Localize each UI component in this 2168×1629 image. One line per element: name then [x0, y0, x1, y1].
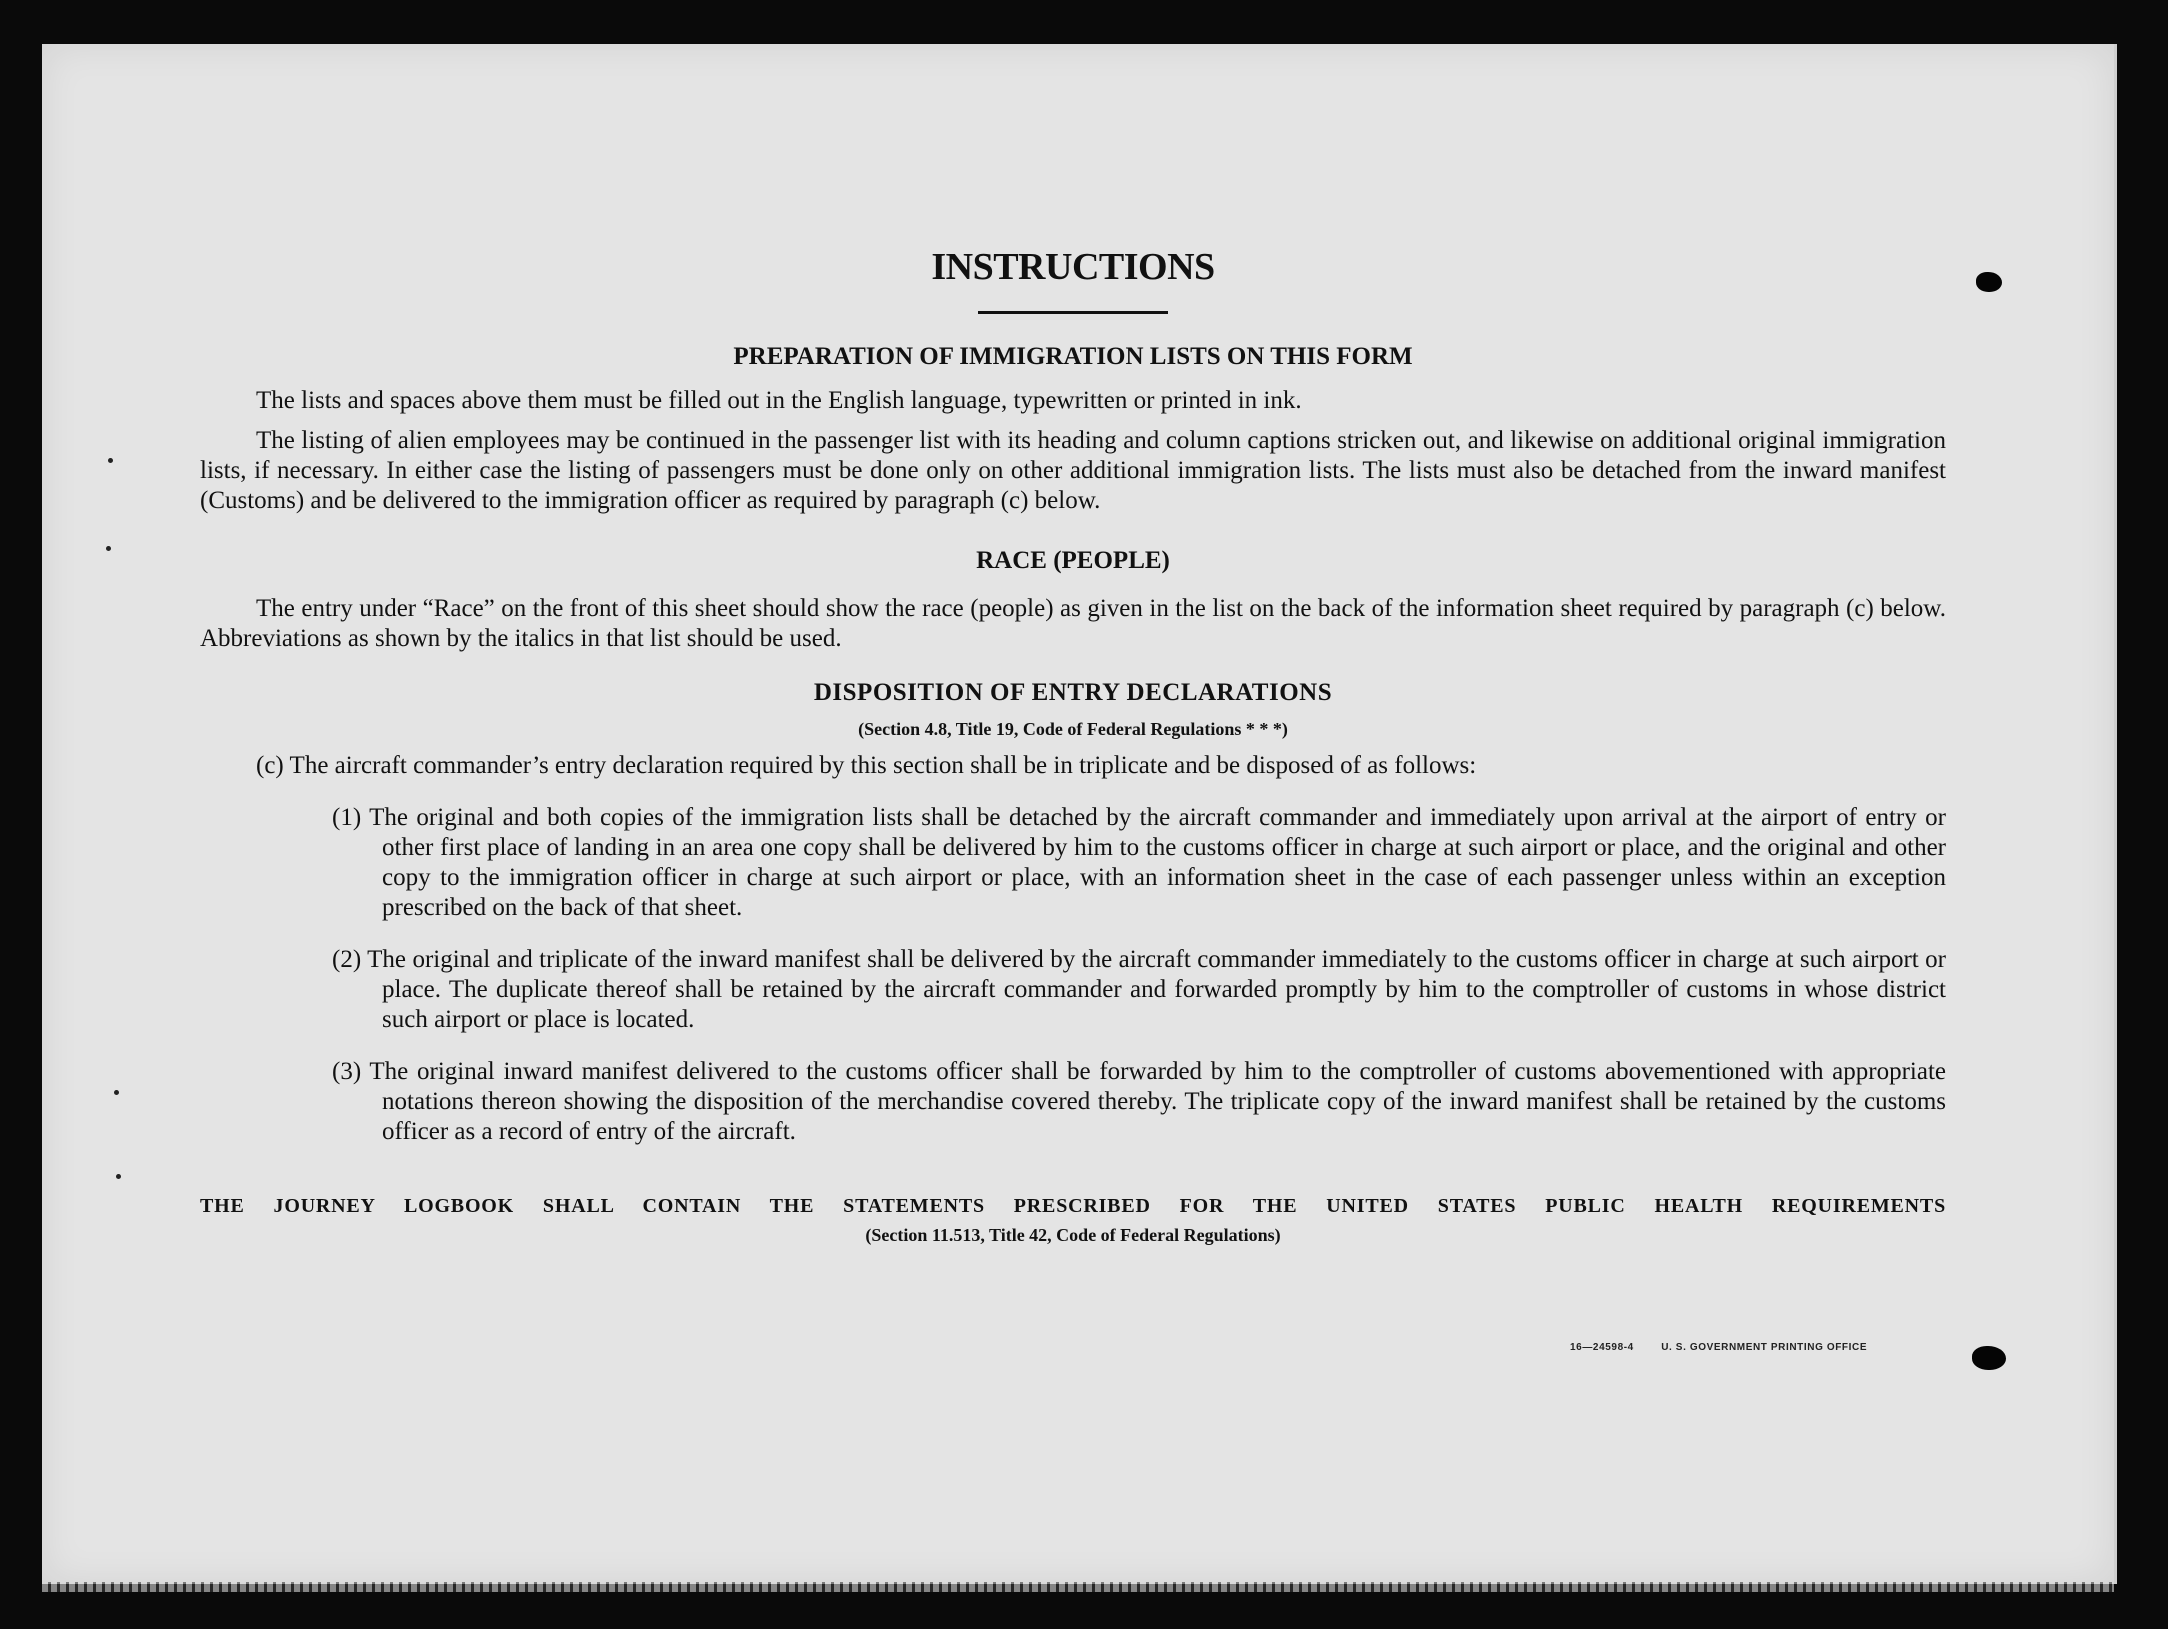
- title-underline: [978, 311, 1168, 314]
- preparation-paragraph-2: The listing of alien employees may be continued in the passenger list with its heading and column captions stricken out, and likewise on additional original immigration lists, if necessary. In either case the listing of passengers must be done only on other additional immigration lists. The lists must also be detached from the inward manifest (Customs) and be delivered to the immigration officer as required by paragraph (c) below.: [200, 427, 1946, 514]
- form-number: 16—24598-4: [1570, 1342, 1634, 1353]
- disposition-item-1: (1) The original and both copies of the immigration lists shall be detached by the aircraft commander and immediately upon arrival at the airport of entry or other first place of landing in an area one copy shall be delivered by him to the customs officer in charge at such airport or place, and the original and other copy to the immigration officer in charge at such airport or place, with an information sheet in the case of each passenger unless within an exception prescribed on the back of that sheet.: [332, 804, 1946, 921]
- instructions-document: [200, 200, 1946, 1247]
- printer-imprint: [1570, 1342, 1891, 1353]
- printer-name: U. S. GOVERNMENT PRINTING OFFICE: [1661, 1342, 1868, 1353]
- page-title: INSTRUCTIONS: [931, 246, 1215, 288]
- health-requirements-heading: THE JOURNEY LOGBOOK SHALL CONTAIN THE STATEMENTS PRESCRIBED FOR THE UNITED STATES PUBLIC HEALTH REQUIREMENTS: [200, 1195, 1946, 1217]
- race-heading: RACE (PEOPLE): [976, 547, 1170, 574]
- speck: [114, 1090, 119, 1095]
- disposition-citation: (Section 4.8, Title 19, Code of Federal Regulations * * *): [858, 719, 1288, 739]
- preparation-paragraph-1: The lists and spaces above them must be filled out in the English language, typewritten or printed in ink.: [256, 387, 1302, 414]
- paper-torn-edge: [42, 1582, 2114, 1592]
- punch-hole-mark-top: [1976, 272, 2002, 292]
- speck: [108, 458, 113, 463]
- disposition-intro: (c) The aircraft commander’s entry declaration required by this section shall be in triplicate and be disposed of as follows:: [256, 752, 1477, 779]
- preparation-heading: PREPARATION OF IMMIGRATION LISTS ON THIS FORM: [733, 343, 1413, 370]
- punch-hole-mark-bottom: [1972, 1346, 2006, 1370]
- disposition-item-3: (3) The original inward manifest delivered to the customs officer shall be forwarded by him to the comptroller of customs abovementioned with appropriate notations thereon showing the disposition of the merchandise covered thereby. The triplicate copy of the inward manifest shall be retained by the customs officer as a record of entry of the aircraft.: [332, 1058, 1946, 1145]
- speck: [116, 1174, 121, 1179]
- disposition-heading: DISPOSITION OF ENTRY DECLARATIONS: [813, 679, 1333, 706]
- race-paragraph: The entry under “Race” on the front of this sheet should show the race (people) as given in the list on the back of the information sheet required by paragraph (c) below. Abbreviations as shown by the italics in that list should be used.: [200, 595, 1946, 652]
- disposition-item-2: (2) The original and triplicate of the inward manifest shall be delivered by the aircraft commander immediately to the customs officer in charge at such airport or place. The duplicate thereof shall be retained by the aircraft commander and forwarded promptly by him to the comptroller of customs in whose district such airport or place is located.: [332, 946, 1946, 1033]
- speck: [106, 546, 111, 551]
- health-requirements-citation: (Section 11.513, Title 42, Code of Federal Regulations): [865, 1225, 1281, 1245]
